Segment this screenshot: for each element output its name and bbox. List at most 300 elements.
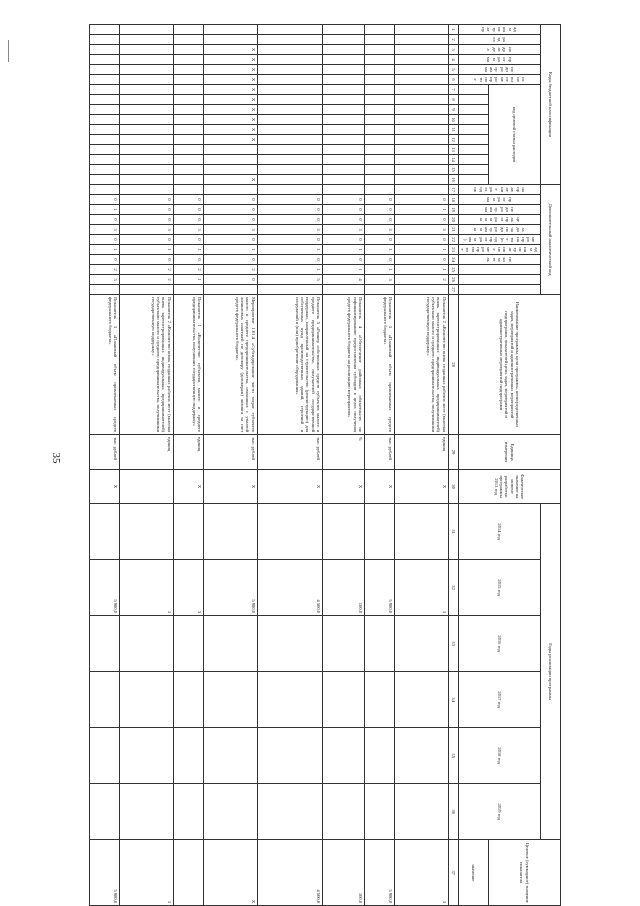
code-cell: 1 (257, 265, 322, 275)
code-cell (364, 155, 394, 165)
row-y2015: 100,0 (323, 560, 365, 616)
column-number: 35 (448, 728, 458, 784)
code-cell: 3 (257, 225, 322, 235)
code-cell: 0 (173, 215, 203, 225)
table-row (203, 25, 257, 906)
code-cell (395, 55, 449, 65)
column-number: 23 (448, 245, 458, 255)
column-number: 10 (448, 115, 458, 125)
code-cell: 3 (364, 275, 394, 285)
table-row (89, 25, 119, 906)
code-cell: 1 (89, 205, 119, 215)
row-y2018 (173, 728, 203, 784)
row-unit: единиц (173, 435, 203, 470)
header-row-numbers (448, 25, 458, 906)
code-cell (120, 165, 174, 175)
header-kcsr-digit (458, 95, 488, 105)
code-cell (120, 175, 174, 185)
code-cell (323, 95, 365, 105)
code-cell (120, 35, 174, 45)
row-y2019 (120, 784, 174, 840)
code-cell (120, 25, 174, 35)
code-cell (173, 155, 203, 165)
code-cell (173, 85, 203, 95)
code-cell: 0 (364, 195, 394, 205)
code-cell (257, 115, 322, 125)
code-cell (364, 45, 394, 55)
code-cell (173, 145, 203, 155)
code-cell (395, 75, 449, 85)
code-cell (173, 125, 203, 135)
code-cell (364, 35, 394, 45)
code-cell: 3 (395, 225, 449, 235)
row-y2014 (395, 504, 449, 560)
row-fact: Х (89, 470, 119, 504)
column-number: 32 (448, 560, 458, 616)
code-cell (323, 165, 365, 175)
code-cell (120, 95, 174, 105)
header-code-col: администратор (458, 25, 540, 35)
code-cell (89, 35, 119, 45)
column-number: 33 (448, 616, 458, 672)
code-cell (173, 55, 203, 65)
code-cell: 0 (173, 195, 203, 205)
header-kcsr-digit (458, 165, 488, 175)
code-cell (395, 85, 449, 95)
code-cell (395, 145, 449, 155)
code-cell: 0 (120, 235, 174, 245)
header-fact: Фактическое значение на момент разработки программы 2013 год (458, 470, 560, 504)
column-number: 21 (448, 225, 458, 235)
code-cell (395, 45, 449, 55)
code-cell (257, 155, 322, 165)
code-cell (203, 25, 257, 35)
column-number: 14 (448, 155, 458, 165)
row-name: Показатель 4 «Обеспечение районных обязательств по софинансированию предоставления субсидии в целях получения средств федерального бюджета на реализацию мероприятия» (323, 295, 365, 435)
code-cell: 0 (395, 255, 449, 265)
code-cell (120, 285, 174, 295)
code-cell: 0 (173, 235, 203, 245)
header-extra-col: показатель (458, 255, 540, 265)
code-cell: 0 (203, 255, 257, 265)
row-y2018 (364, 728, 394, 784)
row-total: 4 500,0 (257, 840, 322, 906)
code-cell: Х (203, 95, 257, 105)
row-y2015: 3 (120, 560, 174, 616)
row-total: 100,0 (323, 840, 365, 906)
code-cell (323, 185, 365, 195)
code-cell: 3 (203, 225, 257, 235)
code-cell (257, 75, 322, 85)
code-cell: 0 (323, 205, 365, 215)
code-cell (120, 105, 174, 115)
header-year-y2016: 2016 год (458, 616, 540, 672)
row-y2017 (323, 672, 365, 728)
code-cell: 0 (395, 235, 449, 245)
column-number: 37 (448, 840, 458, 906)
column-number: 30 (448, 470, 458, 504)
column-number: 4 (448, 55, 458, 65)
code-cell (203, 285, 257, 295)
row-name: Показатель 1 «Количество субъектов малого и среднего предпринимательства, получивших государственную поддержку» (173, 295, 203, 435)
row-y2018 (257, 728, 322, 784)
code-cell: 0 (120, 195, 174, 205)
code-cell: Х (203, 45, 257, 55)
row-y2016 (323, 616, 365, 672)
code-cell (257, 105, 322, 115)
row-y2018 (323, 728, 365, 784)
code-cell: 3 (173, 225, 203, 235)
column-number: 2 (448, 35, 458, 45)
header-group-codes: Коды бюджетной классификации (541, 25, 561, 185)
code-cell (395, 185, 449, 195)
code-cell (323, 85, 365, 95)
code-cell (173, 95, 203, 105)
code-cell (364, 185, 394, 195)
code-cell: 3 (323, 225, 365, 235)
code-cell (257, 175, 322, 185)
row-y2014 (120, 504, 174, 560)
code-cell (395, 115, 449, 125)
code-cell (364, 165, 394, 175)
code-cell: 0 (364, 255, 394, 265)
header-kcsr-digit (458, 135, 488, 145)
row-unit: % (323, 435, 365, 470)
code-cell: 0 (120, 255, 174, 265)
code-cell (120, 185, 174, 195)
code-cell: 1 (323, 245, 365, 255)
code-cell (120, 75, 174, 85)
code-cell (173, 25, 203, 35)
code-cell (364, 75, 394, 85)
code-cell: 3 (89, 275, 119, 285)
row-unit: тыс. рублей (89, 435, 119, 470)
code-cell (323, 25, 365, 35)
row-fact: Х (323, 470, 365, 504)
row-y2016 (395, 616, 449, 672)
code-cell (257, 35, 322, 45)
code-cell (395, 165, 449, 175)
row-total: 5 980,0 (364, 840, 394, 906)
code-cell: 3 (120, 225, 174, 235)
header-extra-col (458, 285, 540, 295)
row-fact: Х (257, 470, 322, 504)
column-number: 26 (448, 275, 458, 285)
code-cell: 0 (89, 235, 119, 245)
code-cell (395, 175, 449, 185)
row-y2019 (89, 784, 119, 840)
header-kcsr-digit (458, 105, 488, 115)
header-kcsr-digit (458, 155, 488, 165)
header-extra-col: направление расходов (458, 185, 540, 195)
code-cell: 1 (120, 245, 174, 255)
row-y2017 (257, 672, 322, 728)
code-cell (257, 85, 322, 95)
code-cell: 0 (203, 195, 257, 205)
code-cell: Х (203, 105, 257, 115)
code-cell (395, 25, 449, 35)
code-cell (203, 155, 257, 165)
row-y2014 (364, 504, 394, 560)
row-total: 5 980,0 (89, 840, 119, 906)
rotated-table-frame (89, 24, 561, 904)
code-cell (173, 35, 203, 45)
code-cell: 0 (364, 205, 394, 215)
code-cell: 1 (395, 205, 449, 215)
code-cell (323, 115, 365, 125)
code-cell (89, 75, 119, 85)
header-extra-col (458, 265, 540, 275)
header-extra-col: задача подпрограммы (458, 225, 540, 235)
row-y2016 (203, 616, 257, 672)
code-cell: 0 (120, 215, 174, 225)
row-y2018 (203, 728, 257, 784)
header-kcsr-digit (458, 125, 488, 135)
code-cell: 2 (173, 265, 203, 275)
header-value: значение (458, 840, 488, 906)
row-y2019 (203, 784, 257, 840)
code-cell: 1 (173, 245, 203, 255)
row-name: Показатель 3 «Плановый объем привлекаемых средств федерального бюджета» (89, 295, 119, 435)
code-cell: 1 (323, 265, 365, 275)
row-fact: Х (395, 470, 449, 504)
row-y2016 (173, 616, 203, 672)
column-number: 15 (448, 165, 458, 175)
code-cell (364, 125, 394, 135)
header-kcsr: код целевой статьи расходов (488, 85, 540, 185)
code-cell (323, 45, 365, 55)
row-total: 3 (395, 840, 449, 906)
code-cell (364, 135, 394, 145)
code-cell (364, 115, 394, 125)
code-cell (323, 135, 365, 145)
header-extra-col: административное мероприятие (458, 245, 540, 255)
code-cell (120, 45, 174, 55)
code-cell (89, 165, 119, 175)
code-cell (257, 285, 322, 295)
code-cell (89, 85, 119, 95)
column-number: 34 (448, 672, 458, 728)
code-cell: 0 (203, 235, 257, 245)
code-cell (89, 45, 119, 55)
code-cell (120, 85, 174, 95)
code-cell (395, 105, 449, 115)
row-unit: тыс. рублей (364, 435, 394, 470)
code-cell (173, 105, 203, 115)
column-number: 7 (448, 85, 458, 95)
code-cell: 0 (257, 255, 322, 265)
code-cell (203, 35, 257, 45)
code-cell (89, 65, 119, 75)
header-extra-col: цель программы (458, 215, 540, 225)
column-number: 22 (448, 235, 458, 245)
column-number: 9 (448, 105, 458, 115)
code-cell (395, 155, 449, 165)
code-cell (89, 55, 119, 65)
code-cell: 0 (89, 195, 119, 205)
row-total (173, 840, 203, 906)
row-fact: Х (173, 470, 203, 504)
header-code-col: основное мероприятие (458, 75, 540, 85)
code-cell: Х (203, 135, 257, 145)
code-cell (364, 65, 394, 75)
code-cell (323, 175, 365, 185)
page-number-text: 35 (50, 452, 62, 464)
code-cell: 0 (203, 215, 257, 225)
code-cell (203, 145, 257, 155)
column-number: 19 (448, 205, 458, 215)
code-cell (173, 185, 203, 195)
code-cell: 0 (364, 215, 394, 225)
row-y2017 (173, 672, 203, 728)
code-cell (323, 75, 365, 85)
code-cell (89, 115, 119, 125)
code-cell (173, 135, 203, 145)
code-cell (257, 45, 322, 55)
header-group-years: Годы реализации программы (541, 504, 561, 840)
row-total: 3 (120, 840, 174, 906)
header-code-col: программа (458, 55, 540, 65)
code-cell (257, 125, 322, 135)
column-number: 12 (448, 135, 458, 145)
row-y2017 (120, 672, 174, 728)
header-year-y2018: 2018 год (458, 728, 540, 784)
header-year-y2014: 2014 год (458, 504, 540, 560)
code-cell (364, 25, 394, 35)
row-y2014 (173, 504, 203, 560)
code-cell (364, 85, 394, 95)
code-cell: Х (203, 175, 257, 185)
column-number: 3 (448, 45, 458, 55)
code-cell: 0 (203, 205, 257, 215)
code-cell: 3 (89, 225, 119, 235)
table-row (323, 25, 365, 906)
code-cell (120, 135, 174, 145)
row-y2015: 3 (173, 560, 203, 616)
column-number: 8 (448, 95, 458, 105)
code-cell (323, 145, 365, 155)
code-cell (257, 145, 322, 155)
header-year-y2015: 2015 год (458, 560, 540, 616)
table-row (120, 25, 174, 906)
code-cell: 0 (395, 215, 449, 225)
column-number: 16 (448, 175, 458, 185)
code-cell: 0 (323, 235, 365, 245)
code-cell (257, 95, 322, 105)
code-cell: 2 (120, 275, 174, 285)
row-y2019 (323, 784, 365, 840)
row-y2014 (323, 504, 365, 560)
code-cell: 0 (89, 255, 119, 265)
row-y2017 (364, 672, 394, 728)
code-cell (89, 125, 119, 135)
code-cell (173, 175, 203, 185)
row-y2019 (364, 784, 394, 840)
header-row-groups (541, 25, 561, 906)
row-y2016 (89, 616, 119, 672)
column-number: 24 (448, 255, 458, 265)
code-cell (395, 65, 449, 75)
code-cell: 0 (203, 275, 257, 285)
row-y2014 (89, 504, 119, 560)
header-group-extra: Дополнительный аналитический код (541, 185, 561, 295)
code-cell: 0 (323, 215, 365, 225)
row-y2019 (395, 784, 449, 840)
code-cell (89, 145, 119, 155)
code-cell: 0 (323, 195, 365, 205)
code-cell (257, 185, 322, 195)
code-cell (89, 155, 119, 165)
table-row (364, 25, 394, 906)
code-cell: 1 (203, 245, 257, 255)
code-cell: 0 (257, 205, 322, 215)
table-row (173, 25, 203, 906)
header-unit: Единица измерения (458, 435, 560, 470)
row-fact: Х (364, 470, 394, 504)
code-cell: 0 (89, 215, 119, 225)
row-unit: тыс. рублей (257, 435, 322, 470)
header-name: Наименование программы, цели программы, непосредственных задач, мероприятий и административных мероприятий подпрограмм, показателей цели, задач, мероприятий и административных мероприятий подпрограмм (458, 295, 560, 435)
row-y2014 (257, 504, 322, 560)
column-number: 18 (448, 195, 458, 205)
row-y2018 (395, 728, 449, 784)
code-cell (364, 145, 394, 155)
header-kcsr-digit (458, 175, 488, 185)
code-cell (323, 65, 365, 75)
row-name: Показатель 5 «Размер собственных средств субъектов малого и среднего предпринимательства, получателей государственной поддержки, направленный на строительство (реконструкцию) для собственных нужд производственных зданий, строений и сооружений и (или) приобретение оборудования» (257, 295, 322, 435)
code-cell (89, 175, 119, 185)
code-cell: 0 (257, 195, 322, 205)
row-fact: Х (203, 470, 257, 504)
code-cell (89, 185, 119, 195)
code-cell (257, 65, 322, 75)
code-cell (173, 45, 203, 55)
code-cell: 2 (89, 265, 119, 275)
row-name: Мероприятие 1.01.4 «Субсидирование части затрат субъектов малого и среднего предпринимательства, связанных с уплатой лизинговых платежей по договору (договорам) лизинга за счет средств федерального бюджета» (203, 295, 257, 435)
row-unit: единиц (395, 435, 449, 470)
code-cell: 1 (89, 245, 119, 255)
header-code-col: подпрограмма (458, 65, 540, 75)
code-cell (89, 135, 119, 145)
code-cell (120, 155, 174, 165)
code-cell: 1 (395, 265, 449, 275)
code-cell: 0 (364, 235, 394, 245)
code-cell (364, 175, 394, 185)
header-kcsr-digit (458, 85, 488, 95)
row-y2019 (257, 784, 322, 840)
column-number: 6 (448, 75, 458, 85)
code-cell: 3 (364, 225, 394, 235)
column-number: 13 (448, 145, 458, 155)
code-cell: Х (203, 55, 257, 65)
row-name: Показатель 3 «Плановый объем привлекаемых средств федерального бюджета» (364, 295, 394, 435)
code-cell (323, 285, 365, 295)
code-cell: 5 (257, 275, 322, 285)
code-cell: Х (203, 125, 257, 135)
header-year-y2019: 2019 год (458, 784, 540, 840)
code-cell (173, 75, 203, 85)
code-cell (257, 25, 322, 35)
header-extra-col: программа (458, 195, 540, 205)
code-cell (364, 285, 394, 295)
column-number: 5 (448, 65, 458, 75)
code-cell (120, 125, 174, 135)
row-unit: тыс. рублей (203, 435, 257, 470)
code-cell (120, 55, 174, 65)
code-cell (173, 65, 203, 75)
column-number: 20 (448, 215, 458, 225)
code-cell: Х (203, 65, 257, 75)
